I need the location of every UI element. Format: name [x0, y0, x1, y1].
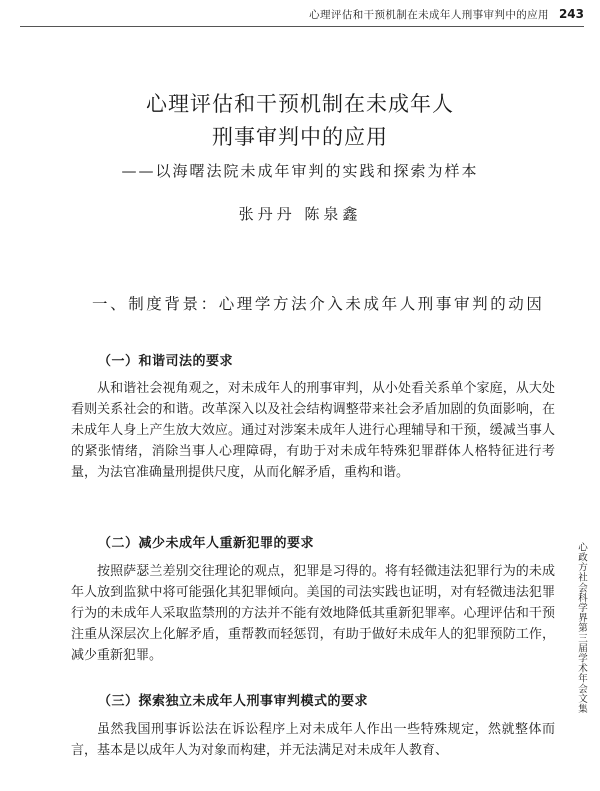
section-heading: 一、制度背景：心理学方法介入未成年人刑事审判的动因: [92, 295, 545, 313]
margin-note: 心政方社会科学界第三届学术年会文集: [576, 542, 587, 714]
article-authors: 张丹丹 陈泉鑫: [238, 205, 362, 223]
subsection-heading-2: （二）减少未成年人重新犯罪的要求: [98, 536, 315, 551]
running-head: [309, 6, 584, 22]
paragraph-2: 按照萨瑟兰差别交往理论的观点，犯罪是习得的。将有轻微违法犯罪行为的未成年人放到监狱中将可能强化其犯罪倾向。美国的司法实践也证明，对有轻微违法犯罪行为的未成年人采取监禁刑的方法并不能有效地降低其重新犯罪率。心理评估和干预注重从深层次上化解矛盾，重帮教而轻惩罚，有助于做好未成年人的犯罪预防工作，减少重新犯罪。: [71, 564, 555, 663]
running-head-title: 心理评估和干预机制在未成年人刑事审判中的应用: [309, 8, 549, 21]
article-subtitle: ——以海曙法院未成年审判的实践和探索为样本: [121, 162, 479, 180]
article-title-line-1: 心理评估和干预机制在未成年人: [146, 92, 454, 116]
page-number: 243: [558, 7, 584, 21]
subsection-heading-3: （三）探索独立未成年人刑事审判模式的要求: [98, 694, 369, 709]
article-title-line-2: 刑事审判中的应用: [212, 125, 388, 149]
header-rule: [20, 26, 584, 27]
paragraph-3: 虽然我国刑事诉讼法在诉讼程序上对未成年人作出一些特殊规定，然就整体而言，基本是以成年人为对象而构建，并无法满足对未成年人教育、: [71, 722, 555, 758]
paragraph-1: 从和谐社会视角观之，对未成年人的刑事审判，从小处看关系单个家庭，从大处看则关系社会的和谐。改革深入以及社会结构调整带来社会矛盾加剧的负面影响，在未成年人身上产生放大效应。通过对涉案未成年人进行心理辅导和干预，缓减当事人的紧张情绪，消除当事人心理障碍，有助于对未成年特殊犯罪群体人格特征进行考量，为法官准确量刑提供尺度，从而化解矛盾，重构和谐。: [71, 381, 555, 480]
subsection-heading-1: （一）和谐司法的要求: [98, 354, 234, 369]
